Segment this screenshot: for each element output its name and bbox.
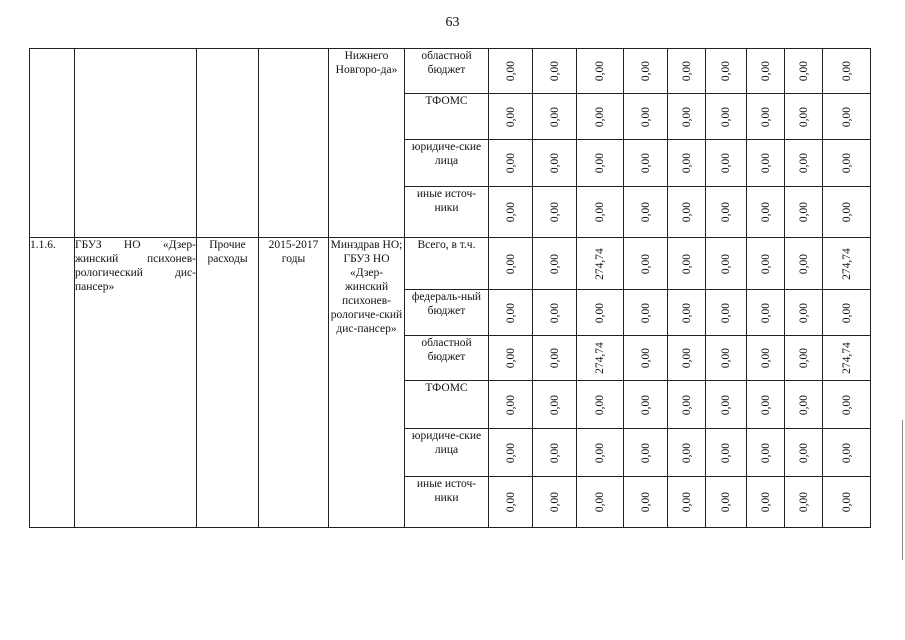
row-title — [75, 49, 197, 238]
value-cell: 0,00 — [823, 140, 871, 187]
funding-source-label: областной бюджет — [405, 49, 489, 94]
value-cell: 0,00 — [668, 187, 706, 238]
value-cell: 0,00 — [747, 140, 785, 187]
value-cell: 274,74 — [577, 336, 624, 381]
value-cell: 0,00 — [668, 49, 706, 94]
row-category — [197, 49, 259, 238]
value-cell: 0,00 — [668, 238, 706, 290]
value-cell: 0,00 — [823, 429, 871, 477]
value-cell: 0,00 — [533, 140, 577, 187]
value-cell: 0,00 — [747, 336, 785, 381]
table-row — [30, 238, 871, 290]
budget-table — [29, 48, 871, 528]
value-cell: 0,00 — [624, 140, 668, 187]
value-cell: 0,00 — [624, 336, 668, 381]
row-category: Прочие расходы — [197, 238, 259, 528]
value-cell: 0,00 — [706, 140, 747, 187]
value-cell: 0,00 — [624, 477, 668, 528]
row-period: 2015-2017 годы — [259, 238, 329, 528]
value-cell: 0,00 — [706, 381, 747, 429]
value-cell: 274,74 — [823, 238, 871, 290]
value-cell: 0,00 — [785, 140, 823, 187]
value-cell: 0,00 — [624, 94, 668, 140]
value-cell: 0,00 — [747, 49, 785, 94]
funding-source-label: областной бюджет — [405, 336, 489, 381]
value-cell: 0,00 — [624, 381, 668, 429]
value-cell: 0,00 — [577, 49, 624, 94]
value-cell: 0,00 — [785, 381, 823, 429]
value-cell: 0,00 — [823, 49, 871, 94]
value-cell: 0,00 — [668, 336, 706, 381]
value-cell: 0,00 — [489, 477, 533, 528]
value-cell: 0,00 — [489, 140, 533, 187]
value-cell: 0,00 — [823, 381, 871, 429]
value-cell: 0,00 — [577, 290, 624, 336]
value-cell: 0,00 — [785, 187, 823, 238]
value-cell: 0,00 — [533, 336, 577, 381]
value-cell: 0,00 — [706, 429, 747, 477]
value-cell: 0,00 — [489, 336, 533, 381]
value-cell: 0,00 — [823, 477, 871, 528]
scan-edge-line — [902, 420, 903, 560]
value-cell: 0,00 — [489, 49, 533, 94]
value-cell: 0,00 — [577, 429, 624, 477]
funding-source-label: федераль-ный бюджет — [405, 290, 489, 336]
funding-source-label: юридиче-ские лица — [405, 140, 489, 187]
value-cell: 274,74 — [577, 238, 624, 290]
value-cell: 0,00 — [785, 238, 823, 290]
value-cell: 0,00 — [785, 477, 823, 528]
value-cell: 0,00 — [747, 290, 785, 336]
value-cell: 0,00 — [747, 381, 785, 429]
value-cell: 0,00 — [489, 290, 533, 336]
row-code — [30, 49, 75, 238]
value-cell: 0,00 — [706, 94, 747, 140]
value-cell: 0,00 — [577, 381, 624, 429]
value-cell: 0,00 — [668, 429, 706, 477]
value-cell: 0,00 — [747, 429, 785, 477]
value-cell: 274,74 — [823, 336, 871, 381]
funding-source-label: иные источ-ники — [405, 477, 489, 528]
value-cell: 0,00 — [533, 290, 577, 336]
value-cell: 0,00 — [823, 290, 871, 336]
value-cell: 0,00 — [747, 477, 785, 528]
value-cell: 0,00 — [668, 290, 706, 336]
value-cell: 0,00 — [624, 49, 668, 94]
table-row — [30, 49, 871, 94]
funding-source-label: Всего, в т.ч. — [405, 238, 489, 290]
value-cell: 0,00 — [785, 336, 823, 381]
row-title: ГБУЗ НО «Дзер-жинский психонев-рологический дис-пансер» — [75, 238, 197, 528]
value-cell: 0,00 — [785, 429, 823, 477]
value-cell: 0,00 — [747, 94, 785, 140]
value-cell: 0,00 — [785, 94, 823, 140]
row-executor: Нижнего Новгоро-да» — [329, 49, 405, 238]
value-cell: 0,00 — [624, 187, 668, 238]
value-cell: 0,00 — [823, 187, 871, 238]
value-cell: 0,00 — [624, 429, 668, 477]
value-cell: 0,00 — [577, 94, 624, 140]
funding-source-label: юридиче-ские лица — [405, 429, 489, 477]
funding-source-label: ТФОМС — [405, 381, 489, 429]
page-number: 63 — [445, 15, 460, 30]
value-cell: 0,00 — [577, 187, 624, 238]
value-cell: 0,00 — [533, 477, 577, 528]
value-cell: 0,00 — [489, 94, 533, 140]
value-cell: 0,00 — [489, 187, 533, 238]
value-cell: 0,00 — [747, 238, 785, 290]
value-cell: 0,00 — [489, 238, 533, 290]
value-cell: 0,00 — [706, 49, 747, 94]
value-cell: 0,00 — [489, 381, 533, 429]
value-cell: 0,00 — [624, 290, 668, 336]
value-cell: 0,00 — [533, 429, 577, 477]
value-cell: 0,00 — [533, 238, 577, 290]
value-cell: 0,00 — [533, 94, 577, 140]
value-cell: 0,00 — [706, 477, 747, 528]
value-cell: 0,00 — [668, 381, 706, 429]
row-code: 1.1.6. — [30, 238, 75, 528]
value-cell: 0,00 — [668, 477, 706, 528]
value-cell: 0,00 — [706, 290, 747, 336]
value-cell: 0,00 — [668, 94, 706, 140]
row-executor: Минздрав НО; ГБУЗ НО «Дзер-жинский психонев-рологиче-ский дис-пансер» — [329, 238, 405, 528]
funding-source-label: ТФОМС — [405, 94, 489, 140]
value-cell: 0,00 — [533, 381, 577, 429]
row-period — [259, 49, 329, 238]
value-cell: 0,00 — [577, 477, 624, 528]
value-cell: 0,00 — [785, 290, 823, 336]
value-cell: 0,00 — [706, 238, 747, 290]
value-cell: 0,00 — [747, 187, 785, 238]
value-cell: 0,00 — [624, 238, 668, 290]
value-cell: 0,00 — [533, 49, 577, 94]
value-cell: 0,00 — [668, 140, 706, 187]
value-cell: 0,00 — [706, 336, 747, 381]
value-cell: 0,00 — [533, 187, 577, 238]
value-cell: 0,00 — [706, 187, 747, 238]
value-cell: 0,00 — [489, 429, 533, 477]
value-cell: 0,00 — [577, 140, 624, 187]
value-cell: 0,00 — [785, 49, 823, 94]
value-cell: 0,00 — [823, 94, 871, 140]
funding-source-label: иные источ-ники — [405, 187, 489, 238]
